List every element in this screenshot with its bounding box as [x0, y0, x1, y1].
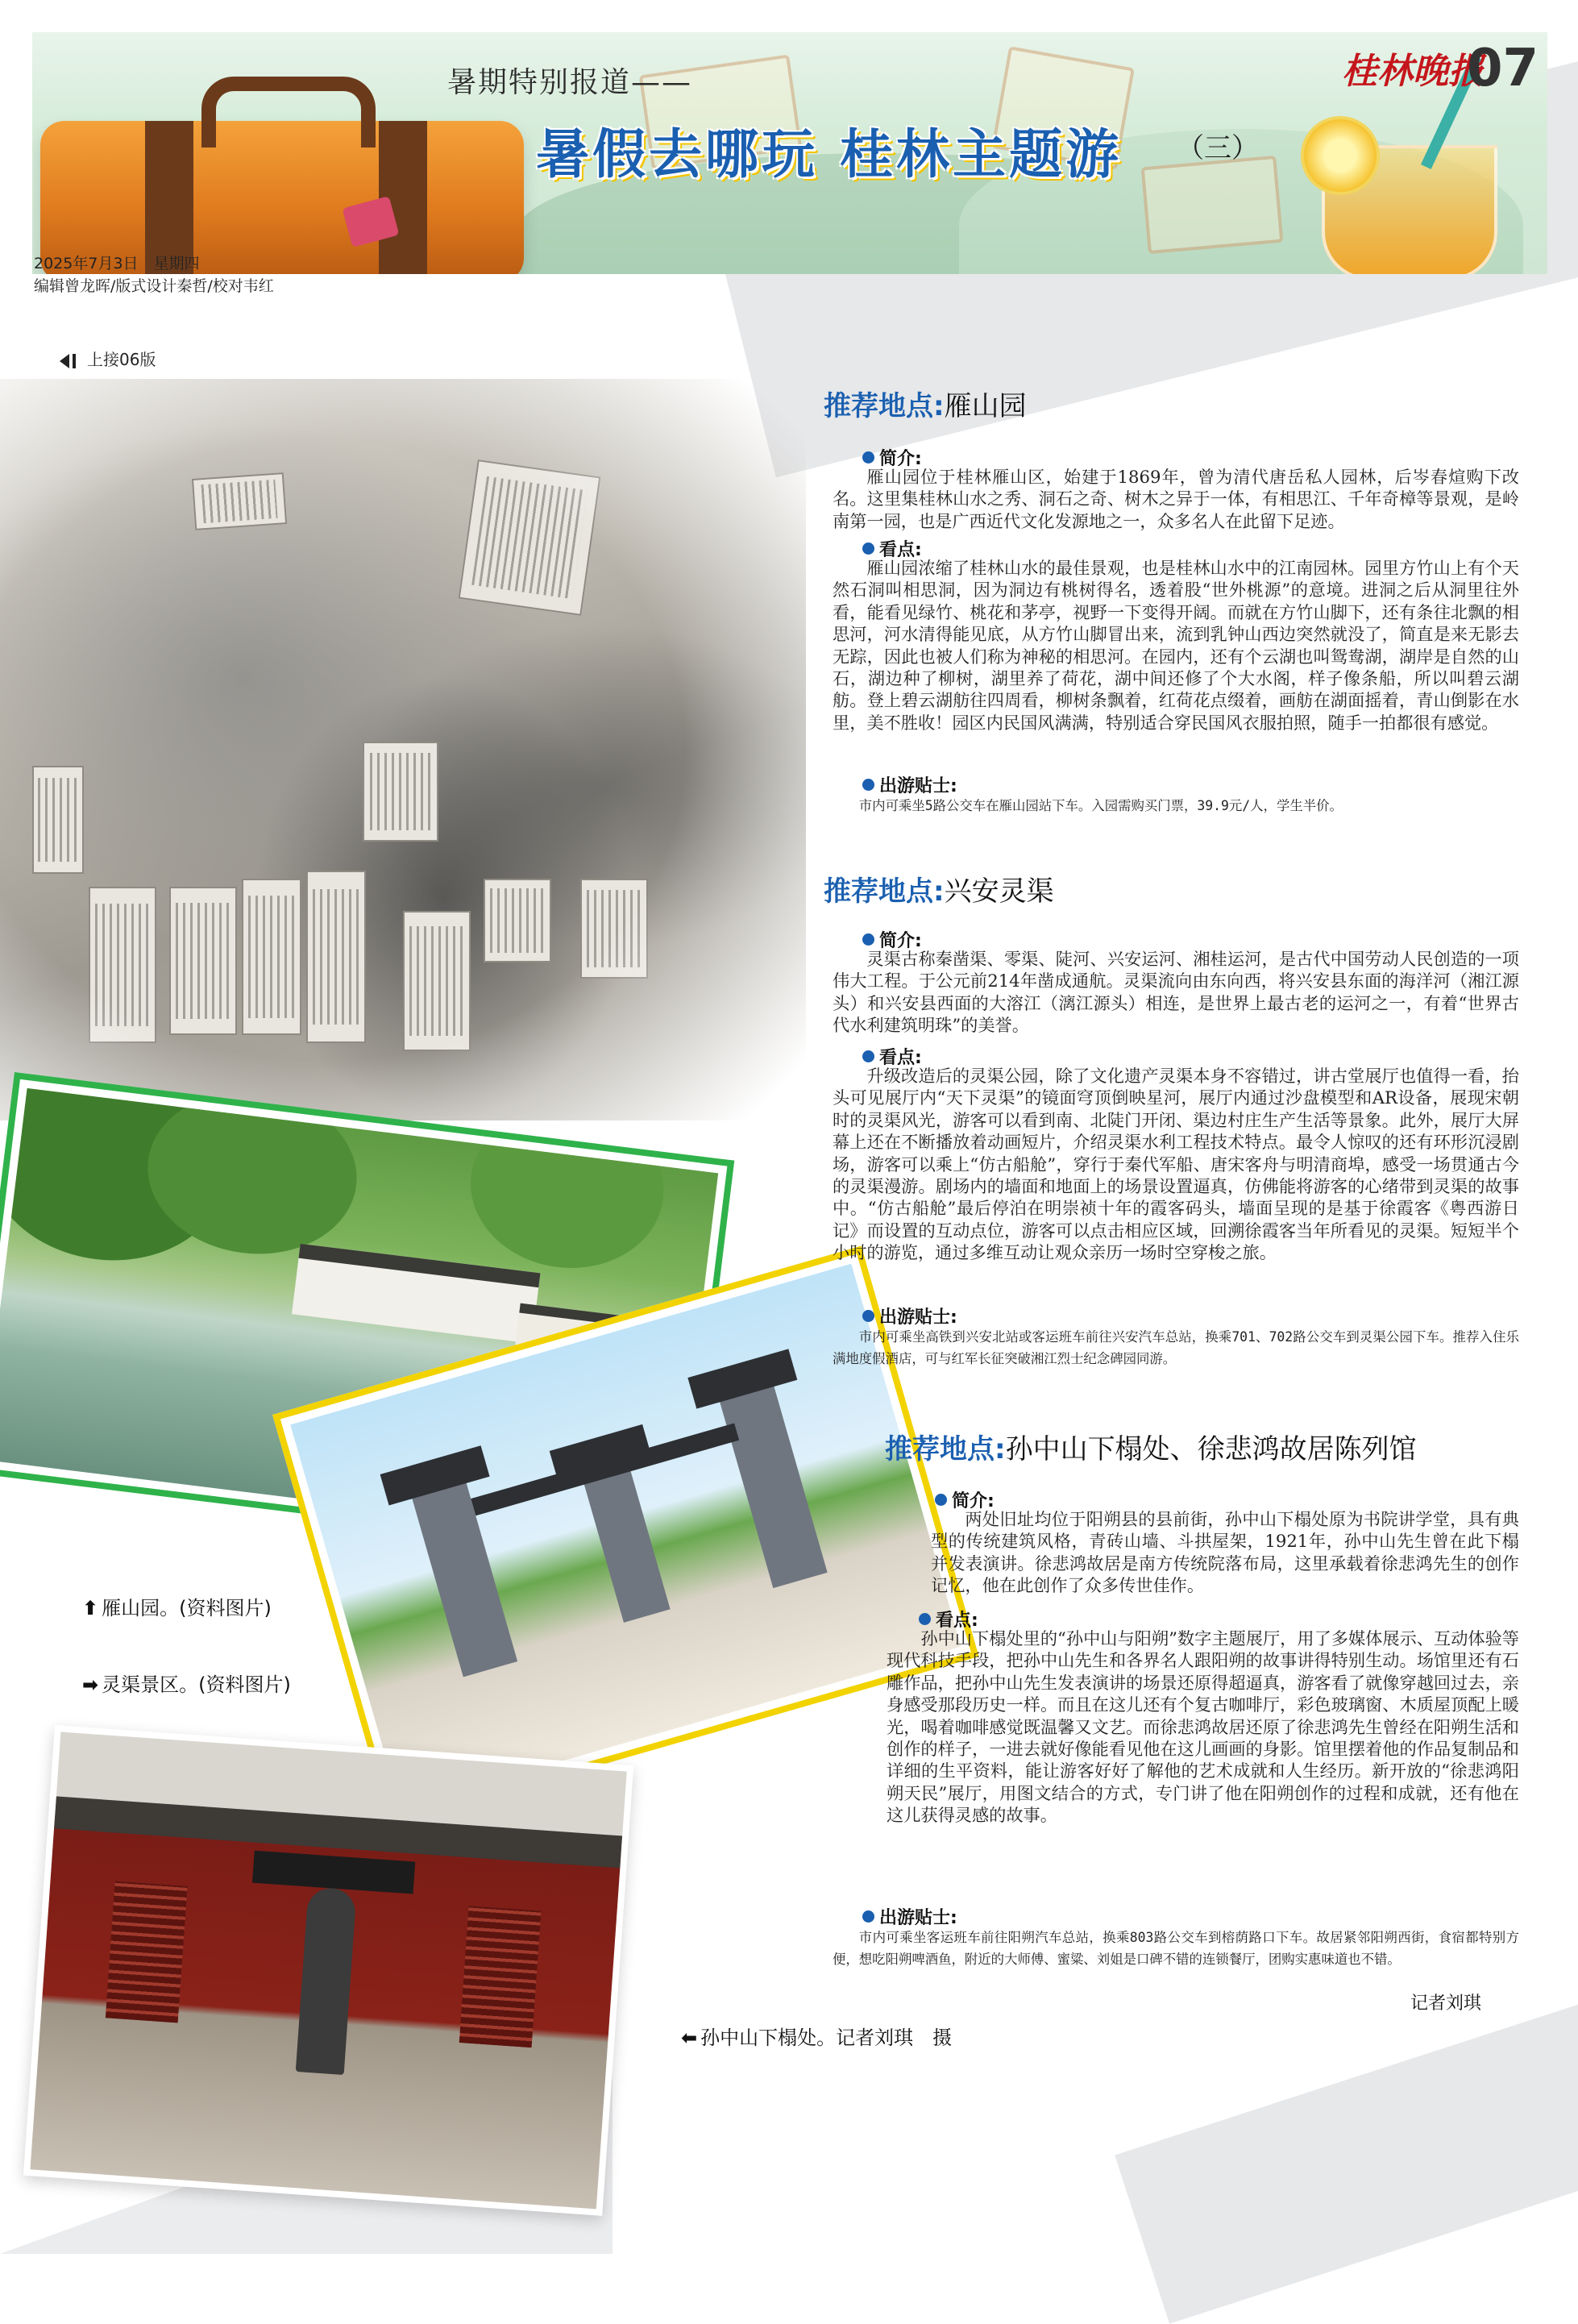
byline: 记者刘琪	[1410, 1993, 1482, 2014]
header-kicker: 暑期特别报道——	[447, 66, 693, 99]
paragraph-block	[931, 1508, 1519, 1597]
stamp-illustration	[1141, 156, 1284, 254]
decorative-band	[1115, 1981, 1578, 2324]
yanshan-cave-photo	[0, 379, 806, 1120]
subhead-label: 出游贴士:	[879, 1908, 957, 1928]
drink-illustration	[1322, 145, 1497, 274]
recommend-label: 推荐地点:	[824, 875, 945, 908]
intro-paragraph: 两处旧址均位于阳朔县的县前街，孙中山下榻处原为书院讲学堂，具有典型的传统建筑风格，青砖山墙、斗拱屋架，1921年，孙中山先生曾在此下榻并发表演讲。徐悲鸿故居是南方传统院落布局，这里承载着徐悲鸿先生的创作记忆，他在此创作了众多传世佳作。	[931, 1509, 1519, 1596]
paragraph-block	[833, 466, 1519, 532]
series-number: （三）	[1177, 132, 1259, 164]
highlights-paragraph: 升级改造后的灵渠公园，除了文化遗产灵渠本身不容错过，讲古堂展厅也值得一看，抬头可见展厅内“天下灵渠”的镜面穹顶倒映星河，展厅内通过沙盘模型和AR设备，展现宋朝时的灵渠风光，游客可以看到南、北陡门开闭、渠边村庄生产生活等景象。此外，展厅大屏幕上还在不断播放着动画短片，介绍灵渠水利工程技术特点。最令人惊叹的还有环形沉浸剧场，游客可以乘上“仿古船舱”，穿行于秦代军船、唐宋客舟与明清商埠，感受一场贯通古今的灵渠漫游。剧场内的墙面和地面上的场景设置逼真，仿佛能将游客的心绪带到灵渠的故事中。“仿古船舱”最后停泊在明崇祯十年的霞客码头，墙面呈现的是基于徐霞客《粤西游日记》而设置的互动点位，游客可以点击相应区域，回溯徐霞客当年所看见的灵渠。短短半个小时的游览，通过多维互动让观众亲历一场时空穿梭之旅。	[833, 1066, 1519, 1263]
editor-credits: 编辑曾龙晖/版式设计秦哲/校对韦红	[34, 277, 274, 295]
paragraph-block	[833, 795, 1519, 817]
intro-paragraph: 雁山园位于桂林雁山区，始建于1869年，曾为清代唐岳私人园林，后岑春煊购下改名。这里集桂林山水之秀、洞石之奇、树木之异于一体，有相思江、千年奇樟等景观，是岭南第一园，也是广西近代文化发源地之一，众多名人在此留下足迹。	[833, 467, 1519, 531]
caption-sun-text: 孙中山下榻处。记者刘琪 摄	[700, 2027, 953, 2049]
caption-sun	[681, 2022, 952, 2050]
continued-label: 上接06版	[87, 350, 156, 369]
sun-yatsen-residence-photo	[23, 1725, 633, 2216]
paragraph-block	[833, 1927, 1519, 1970]
place-name: 雁山园	[944, 390, 1027, 422]
place-name: 兴安灵渠	[944, 875, 1054, 908]
caption-yanshan-text: 雁山园。(资料图片)	[102, 1597, 272, 1619]
subhead-tips	[862, 1303, 957, 1328]
caption-lingqu-text: 灵渠景区。(资料图片)	[102, 1673, 291, 1696]
recommend-label: 推荐地点:	[885, 1433, 1006, 1465]
section-title-yanshan	[824, 384, 1027, 423]
caption-lingqu	[82, 1669, 291, 1697]
subhead-label: 出游贴士:	[879, 1308, 957, 1328]
page-headline: 暑假去哪玩 桂林主题游	[536, 123, 1122, 185]
subhead-label: 出游贴士:	[879, 776, 957, 796]
bullet-icon	[862, 779, 874, 791]
subhead-label: 简介:	[952, 1491, 995, 1511]
paragraph-block	[833, 557, 1519, 734]
paragraph-block	[833, 948, 1519, 1037]
section-title-sun	[885, 1427, 1417, 1466]
subhead-label: 简介:	[879, 931, 922, 951]
bullet-icon	[862, 1310, 874, 1322]
place-name: 孙中山下榻处、徐悲鸿故居陈列馆	[1005, 1433, 1417, 1465]
paragraph-block	[833, 1326, 1519, 1370]
paragraph-block	[887, 1628, 1519, 1827]
subhead-tips	[862, 1904, 957, 1929]
highlights-paragraph: 孙中山下榻处里的“孙中山与阳朔”数字主题展厅，用了多媒体展示、互动体验等现代科技手段，把孙中山先生和各界名人跟阳朔的故事讲得特别生动。场馆里还有石雕作品，把孙中山先生发表演讲的场景还原得超逼真，游客看了就像穿越回过去，亲身感受那段历史一样。而且在这儿还有个复古咖啡厅，彩色玻璃窗、木质屋顶配上暖光，喝着咖啡感觉既温馨又文艺。而徐悲鸿故居还原了徐悲鸿先生曾经在阳朔生活和创作的样子，一进去就好像能看见他在这儿画画的身影。馆里摆着他的作品复制品和详细的生平资料，能让游客好好了解他的艺术成就和人生经历。新开放的“徐悲鸿阳朔天民”展厅，用图文结合的方式，专门讲了他在阳朔创作的过程和成就，还有他在这儿获得灵感的故事。	[887, 1628, 1519, 1826]
subhead-label: 看点:	[936, 1611, 978, 1631]
bar-icon	[73, 354, 76, 368]
recommend-label: 推荐地点:	[824, 390, 945, 422]
left-arrow-icon	[60, 354, 69, 368]
bullet-icon	[862, 933, 874, 946]
bullet-icon	[862, 543, 874, 555]
highlights-paragraph: 雁山园浓缩了桂林山水的最佳景观，也是桂林山水中的江南园林。园里方竹山上有个天然石洞叫相思洞，因为洞边有桃树得名，透着股“世外桃源”的意境。进洞之后从洞里往外看，能看见绿竹、桃花和茅亭，视野一下变得开阔。而就在方竹山脚下，还有条往北飘的相思河，河水清得能见底，从方竹山脚冒出来，流到乳钟山西边突然就没了，简直是来无影去无踪，因此也被人们称为神秘的相思河。在园内，还有个云湖也叫鸳鸯湖，湖岸是自然的山石，湖边种了柳树，湖里养了荷花，湖中间还修了个大水阁，样子像条船，所以叫碧云湖舫。登上碧云湖舫往四周看，柳树条飘着，红荷花点缀着，画舫在湖面摇着，青山倒影在水里，美不胜收！园区内民国风满满，特别适合穿民国风衣服拍照，随手一拍都很有感觉。	[833, 558, 1519, 733]
up-arrow-icon: ⬆	[82, 1597, 99, 1619]
newspaper-masthead: 桂林晚报	[1342, 51, 1484, 92]
section-title-lingqu	[824, 869, 1054, 908]
subhead-label: 看点:	[879, 1048, 922, 1068]
dateline: 2025年7月3日 星期四	[34, 255, 200, 272]
caption-yanshan	[82, 1592, 272, 1620]
subhead-label: 看点:	[879, 540, 922, 560]
tips-paragraph: 市内可乘坐高铁到兴安北站或客运班车前往兴安汽车总站，换乘701、702路公交车到灵渠公园下车。推荐入住乐满地度假酒店，可与红军长征突破湘江烈士纪念碑园同游。	[833, 1329, 1519, 1366]
bullet-icon	[862, 451, 874, 464]
continued-from-note	[60, 347, 156, 370]
right-arrow-icon: ➡	[82, 1673, 99, 1696]
intro-paragraph: 灵渠古称秦凿渠、零渠、陡河、兴安运河、湘桂运河，是古代中国劳动人民创造的一项伟大工程。于公元前214年凿成通航。灵渠流向由东向西，将兴安县东面的海洋河（湘江源头）和兴安县西面的大溶江（漓江源头）相连，是世界上最古老的运河之一，有着“世界古代水利建筑明珠”的美誉。	[833, 949, 1519, 1036]
left-arrow-icon: ⬅	[681, 2027, 698, 2049]
bullet-icon	[935, 1494, 947, 1506]
tips-paragraph: 市内可乘坐客运班车前往阳朔汽车总站，换乘803路公交车到榕荫路口下车。故居紧邻阳朔西街，食宿都特别方便，想吃阳朔啤酒鱼，附近的大师傅、蜜粱、刘姐是口碑不错的连锁餐厅，团购实惠味道也不错。	[833, 1930, 1519, 1967]
subhead-label: 简介:	[879, 449, 922, 469]
bullet-icon	[862, 1050, 874, 1062]
bullet-icon	[862, 1910, 874, 1923]
page-number: 07	[1467, 39, 1539, 98]
tips-paragraph: 市内可乘坐5路公交车在雁山园站下车。入园需购买门票，39.9元/人，学生半价。	[858, 798, 1343, 813]
bullet-icon	[919, 1613, 931, 1625]
subhead-tips	[862, 772, 957, 797]
paragraph-block	[833, 1065, 1519, 1264]
